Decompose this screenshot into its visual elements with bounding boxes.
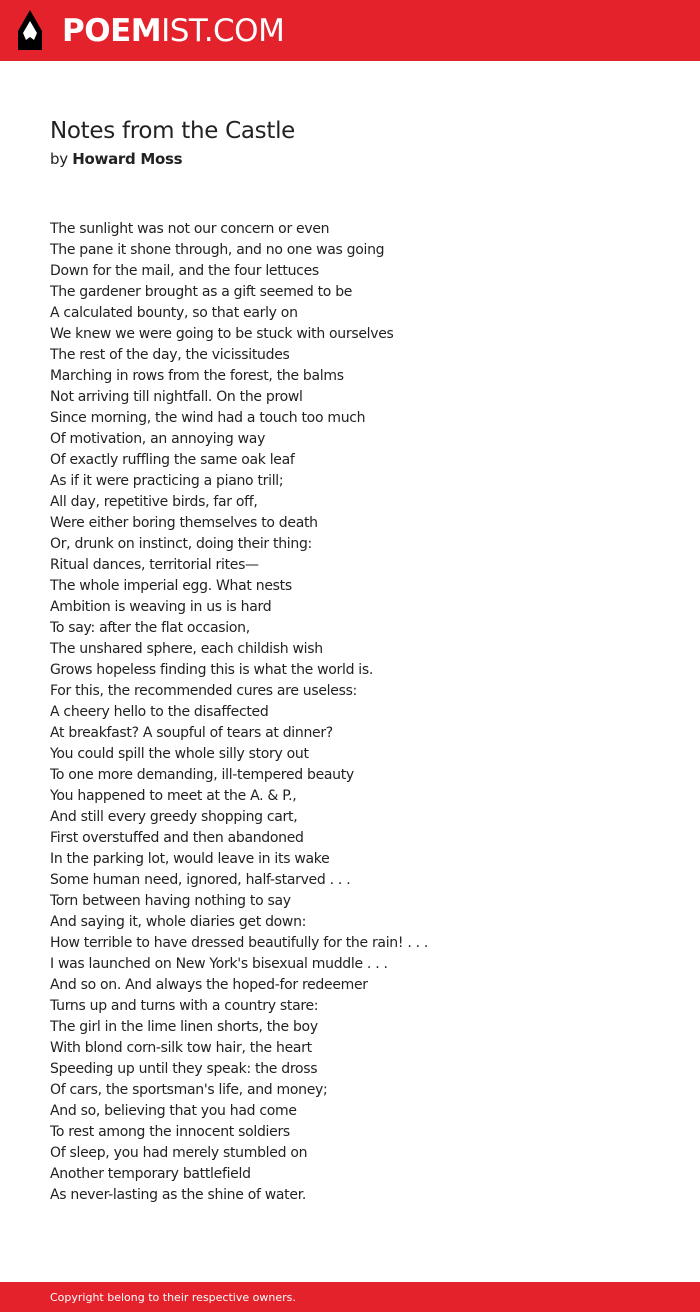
poem-line: Ambition is weaving in us is hard bbox=[50, 599, 272, 615]
poem-line: Of sleep, you had merely stumbled on bbox=[50, 1145, 308, 1161]
brand-bold: POEM bbox=[62, 13, 162, 49]
poem-line: To rest among the innocent soldiers bbox=[50, 1124, 290, 1140]
poem-line: Grows hopeless finding this is what the world is. bbox=[50, 662, 374, 678]
poem-line: You could spill the whole silly story out bbox=[50, 746, 309, 762]
poem-line: The unshared sphere, each childish wish bbox=[50, 641, 323, 657]
pencil-icon[interactable] bbox=[16, 9, 44, 51]
poem-line: To say: after the flat occasion, bbox=[50, 620, 250, 636]
poem-line: As if it were practicing a piano trill; bbox=[50, 473, 284, 489]
site-logo[interactable] bbox=[62, 12, 284, 50]
poem-line: I was launched on New York's bisexual muddle . . . bbox=[50, 956, 388, 972]
poem-line: Of exactly ruffling the same oak leaf bbox=[50, 452, 295, 468]
poem-line: Torn between having nothing to say bbox=[50, 893, 291, 909]
site-header bbox=[0, 0, 700, 61]
poem-line: We knew we were going to be stuck with ourselves bbox=[50, 326, 394, 342]
poem-line: With blond corn-silk tow hair, the heart bbox=[50, 1040, 312, 1056]
poem-line: Were either boring themselves to death bbox=[50, 515, 318, 531]
poem-line: And so on. And always the hoped-for redeemer bbox=[50, 977, 368, 993]
poem-line: First overstuffed and then abandoned bbox=[50, 830, 304, 846]
poem-line: In the parking lot, would leave in its wake bbox=[50, 851, 330, 867]
poem-body bbox=[50, 219, 670, 1206]
by-label: by bbox=[50, 150, 68, 168]
poem-line: Turns up and turns with a country stare: bbox=[50, 998, 319, 1014]
brand-light: IST.COM bbox=[161, 13, 285, 49]
poem-line: At breakfast? A soupful of tears at dinner? bbox=[50, 725, 333, 741]
poem-line: Or, drunk on instinct, doing their thing: bbox=[50, 536, 312, 552]
poem-title: Notes from the Castle bbox=[50, 118, 296, 144]
poem-line: How terrible to have dressed beautifully for the rain! . . . bbox=[50, 935, 429, 951]
poem-line: You happened to meet at the A. & P., bbox=[50, 788, 297, 804]
poem-line: Not arriving till nightfall. On the prowl bbox=[50, 389, 303, 405]
poem-line: Of cars, the sportsman's life, and money; bbox=[50, 1082, 328, 1098]
poem-line: To one more demanding, ill-tempered beauty bbox=[50, 767, 354, 783]
poem-line: A cheery hello to the disaffected bbox=[50, 704, 269, 720]
poem-line: Ritual dances, territorial rites— bbox=[50, 557, 259, 573]
poem-line: Of motivation, an annoying way bbox=[50, 431, 266, 447]
poem-line: Another temporary battlefield bbox=[50, 1166, 251, 1182]
poem-line: The rest of the day, the vicissitudes bbox=[50, 347, 290, 363]
poem-line: The whole imperial egg. What nests bbox=[50, 578, 292, 594]
author-name: Howard Moss bbox=[72, 150, 183, 168]
poem-line: The gardener brought as a gift seemed to be bbox=[50, 284, 353, 300]
poem-line: And still every greedy shopping cart, bbox=[50, 809, 298, 825]
poem-line: Since morning, the wind had a touch too much bbox=[50, 410, 366, 426]
poem-line: And so, believing that you had come bbox=[50, 1103, 297, 1119]
poem-line: For this, the recommended cures are useless: bbox=[50, 683, 357, 699]
copyright-text: Copyright belong to their respective owners. bbox=[50, 1291, 296, 1304]
site-footer bbox=[0, 1282, 700, 1312]
poem-line: As never-lasting as the shine of water. bbox=[50, 1187, 307, 1203]
poem-line: Speeding up until they speak: the dross bbox=[50, 1061, 318, 1077]
poem-line: Some human need, ignored, half-starved . . . bbox=[50, 872, 351, 888]
byline bbox=[50, 149, 182, 169]
poem-line: The girl in the lime linen shorts, the boy bbox=[50, 1019, 318, 1035]
poem-line: The pane it shone through, and no one was going bbox=[50, 242, 385, 258]
poem-line: The sunlight was not our concern or even bbox=[50, 221, 330, 237]
poem-line: Down for the mail, and the four lettuces bbox=[50, 263, 319, 279]
poem-line: Marching in rows from the forest, the balms bbox=[50, 368, 344, 384]
poem-line: And saying it, whole diaries get down: bbox=[50, 914, 307, 930]
poem-line: A calculated bounty, so that early on bbox=[50, 305, 298, 321]
poem-line: All day, repetitive birds, far off, bbox=[50, 494, 258, 510]
